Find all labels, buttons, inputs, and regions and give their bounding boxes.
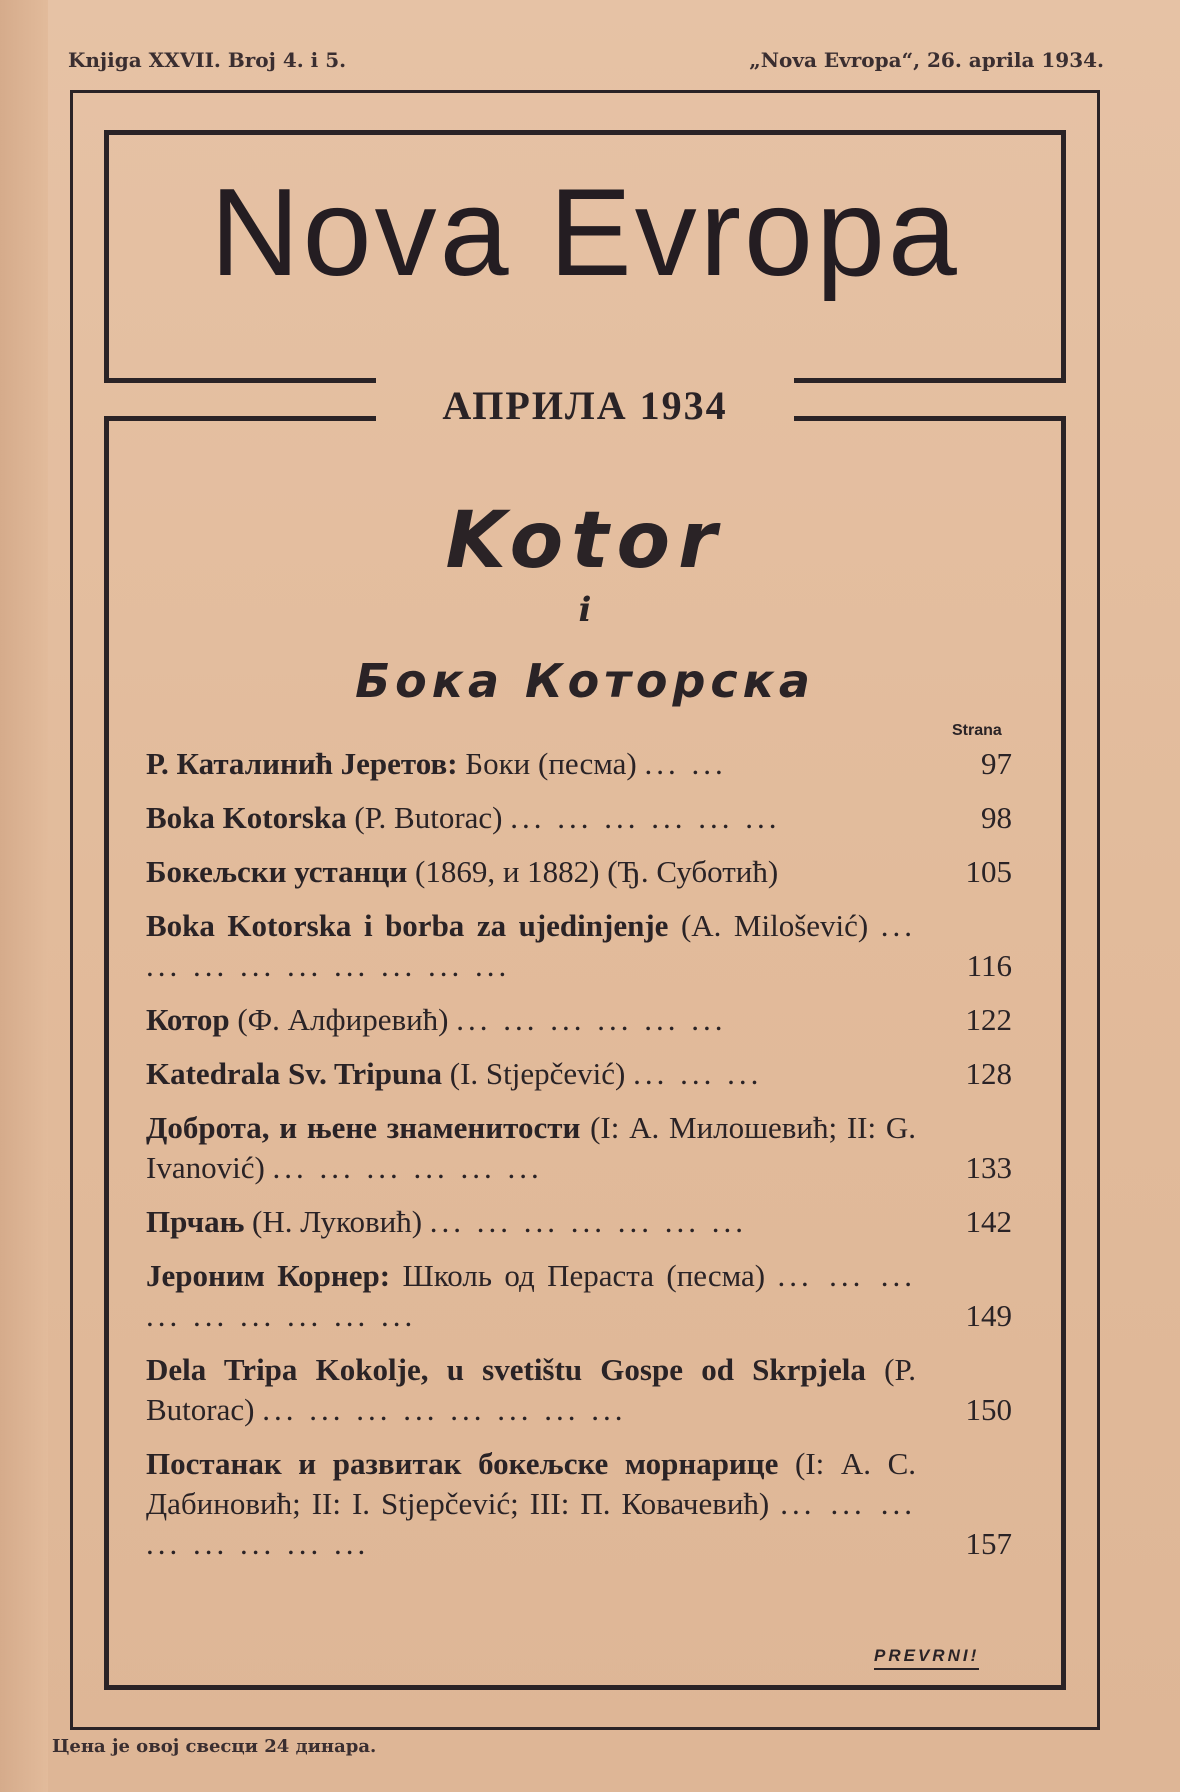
toc-entry-page: 128 — [965, 1056, 1012, 1091]
cover-spine-edge — [0, 0, 48, 1792]
publication-date-label: „Nova Evropa“, 26. aprila 1934. — [749, 48, 1104, 72]
toc-entry-leader: ... ... ... ... ... ... ... ... ... — [146, 908, 916, 983]
toc-entry-author: (P. Butorac) — [146, 1352, 917, 1427]
toc-entry-leader: ... ... ... ... ... ... — [510, 800, 781, 835]
toc-entry-text — [146, 1350, 916, 1430]
turn-over-note: PREVRNI! — [874, 1646, 979, 1670]
toc-entry-heading: Dela Tripa Kokolje, u svetištu Gospe od Skrpjela — [146, 1352, 866, 1387]
toc-entry — [146, 744, 1012, 784]
toc-entry-text — [146, 1202, 916, 1242]
toc-entry — [146, 1350, 1012, 1430]
toc-entry-leader: ... ... ... ... ... ... — [272, 1150, 543, 1185]
toc-entry — [146, 798, 1012, 838]
toc-entry-author: (A. Milošević) — [680, 908, 869, 943]
toc-entry-page: 150 — [965, 1392, 1012, 1427]
volume-issue-label: Knjiga XXVII. Broj 4. i 5. — [68, 48, 347, 72]
toc-entry-leader: ... ... ... ... ... ... ... ... ... — [146, 1258, 917, 1333]
toc-entry-leader: ... ... ... ... ... ... — [456, 1002, 727, 1037]
toc-entry — [146, 1202, 1012, 1242]
toc-entry-leader: ... ... ... ... ... ... ... ... — [146, 1486, 916, 1561]
toc-entry-author: (I. Stjepčević) — [449, 1056, 626, 1091]
toc-entry-heading: Котор — [146, 1002, 230, 1037]
toc-entry-text — [146, 1256, 916, 1336]
toc-entry-author: (I: А. Милошевић; II: G. Ivanović) — [146, 1110, 917, 1185]
toc-entry-heading: Boka Kotorska i borba za ujedinjenje — [146, 908, 669, 943]
toc-entry-heading: Р. Каталинић Јеретов: — [146, 746, 458, 781]
toc-entry-author: (P. Butorac) — [354, 800, 503, 835]
toc-entry-author: (I: А. С. Дабиновић; II: I. Stjepčević; III: П. Ковачевић) — [146, 1446, 917, 1521]
toc-entry-leader: ... ... ... ... ... ... ... ... — [262, 1392, 627, 1427]
toc-entry-text — [146, 1000, 916, 1040]
toc-entry-author: (1869, и 1882) (Ђ. Суботић) — [415, 854, 779, 889]
toc-entry-page: 105 — [965, 854, 1012, 889]
toc-entry-text — [146, 798, 916, 838]
toc-entry-page: 157 — [965, 1526, 1012, 1561]
issue-month: АПРИЛА 1934 — [442, 383, 728, 428]
price-note: Цена је овој свесци 24 динара. — [52, 1736, 377, 1757]
toc-entry-text — [146, 852, 916, 892]
toc-entry-heading: Katedrala Sv. Tripuna — [146, 1056, 442, 1091]
page-column-label: Strana — [952, 722, 1002, 739]
feature-title: Kotor — [445, 496, 725, 586]
toc-entry-leader: ... ... — [644, 746, 727, 781]
table-of-contents — [146, 744, 1012, 1578]
toc-entry-page: 122 — [965, 1002, 1012, 1037]
toc-entry-heading: Постанак и развитак бокељске морнарице — [146, 1446, 779, 1481]
toc-entry — [146, 1444, 1012, 1564]
masthead-rule-left — [104, 378, 376, 383]
toc-entry-heading: Јероним Корнер: — [146, 1258, 391, 1293]
toc-entry-leader: ... ... ... — [633, 1056, 763, 1091]
toc-entry-heading: Прчањ — [146, 1204, 245, 1239]
toc-entry-page: 98 — [981, 800, 1012, 835]
toc-entry — [146, 1256, 1012, 1336]
toc-entry-text — [146, 906, 916, 986]
toc-entry-heading: Доброта, и њене знаменитости — [146, 1110, 581, 1145]
feature-subtitle: Бока Которска — [355, 654, 815, 708]
toc-entry-author: Школь од Пераста (песма) — [402, 1258, 766, 1293]
toc-entry-page: 142 — [965, 1204, 1012, 1239]
toc-entry — [146, 1108, 1012, 1188]
toc-entry — [146, 852, 1012, 892]
toc-entry-text — [146, 1054, 916, 1094]
toc-entry — [146, 1000, 1012, 1040]
feature-conjunction: i — [578, 590, 592, 630]
toc-entry-text — [146, 1108, 916, 1188]
masthead-rule-right — [794, 378, 1066, 383]
toc-entry-heading: Бокељски устанци — [146, 854, 408, 889]
toc-entry-page: 97 — [981, 746, 1012, 781]
toc-entry-author: (Н. Луковић) — [252, 1204, 423, 1239]
toc-entry-page: 133 — [965, 1150, 1012, 1185]
toc-entry-text — [146, 744, 916, 784]
toc-entry-page: 116 — [966, 948, 1012, 983]
toc-entry-leader: ... ... ... ... ... ... ... — [429, 1204, 748, 1239]
toc-entry-author: Боки (песма) — [465, 746, 637, 781]
toc-entry-author: (Ф. Алфиревић) — [237, 1002, 449, 1037]
toc-entry — [146, 1054, 1012, 1094]
toc-entry-page: 149 — [965, 1298, 1012, 1333]
toc-entry — [146, 906, 1012, 986]
magazine-title: Nova Evropa — [210, 164, 960, 302]
toc-entry-heading: Boka Kotorska — [146, 800, 347, 835]
toc-entry-text — [146, 1444, 916, 1564]
